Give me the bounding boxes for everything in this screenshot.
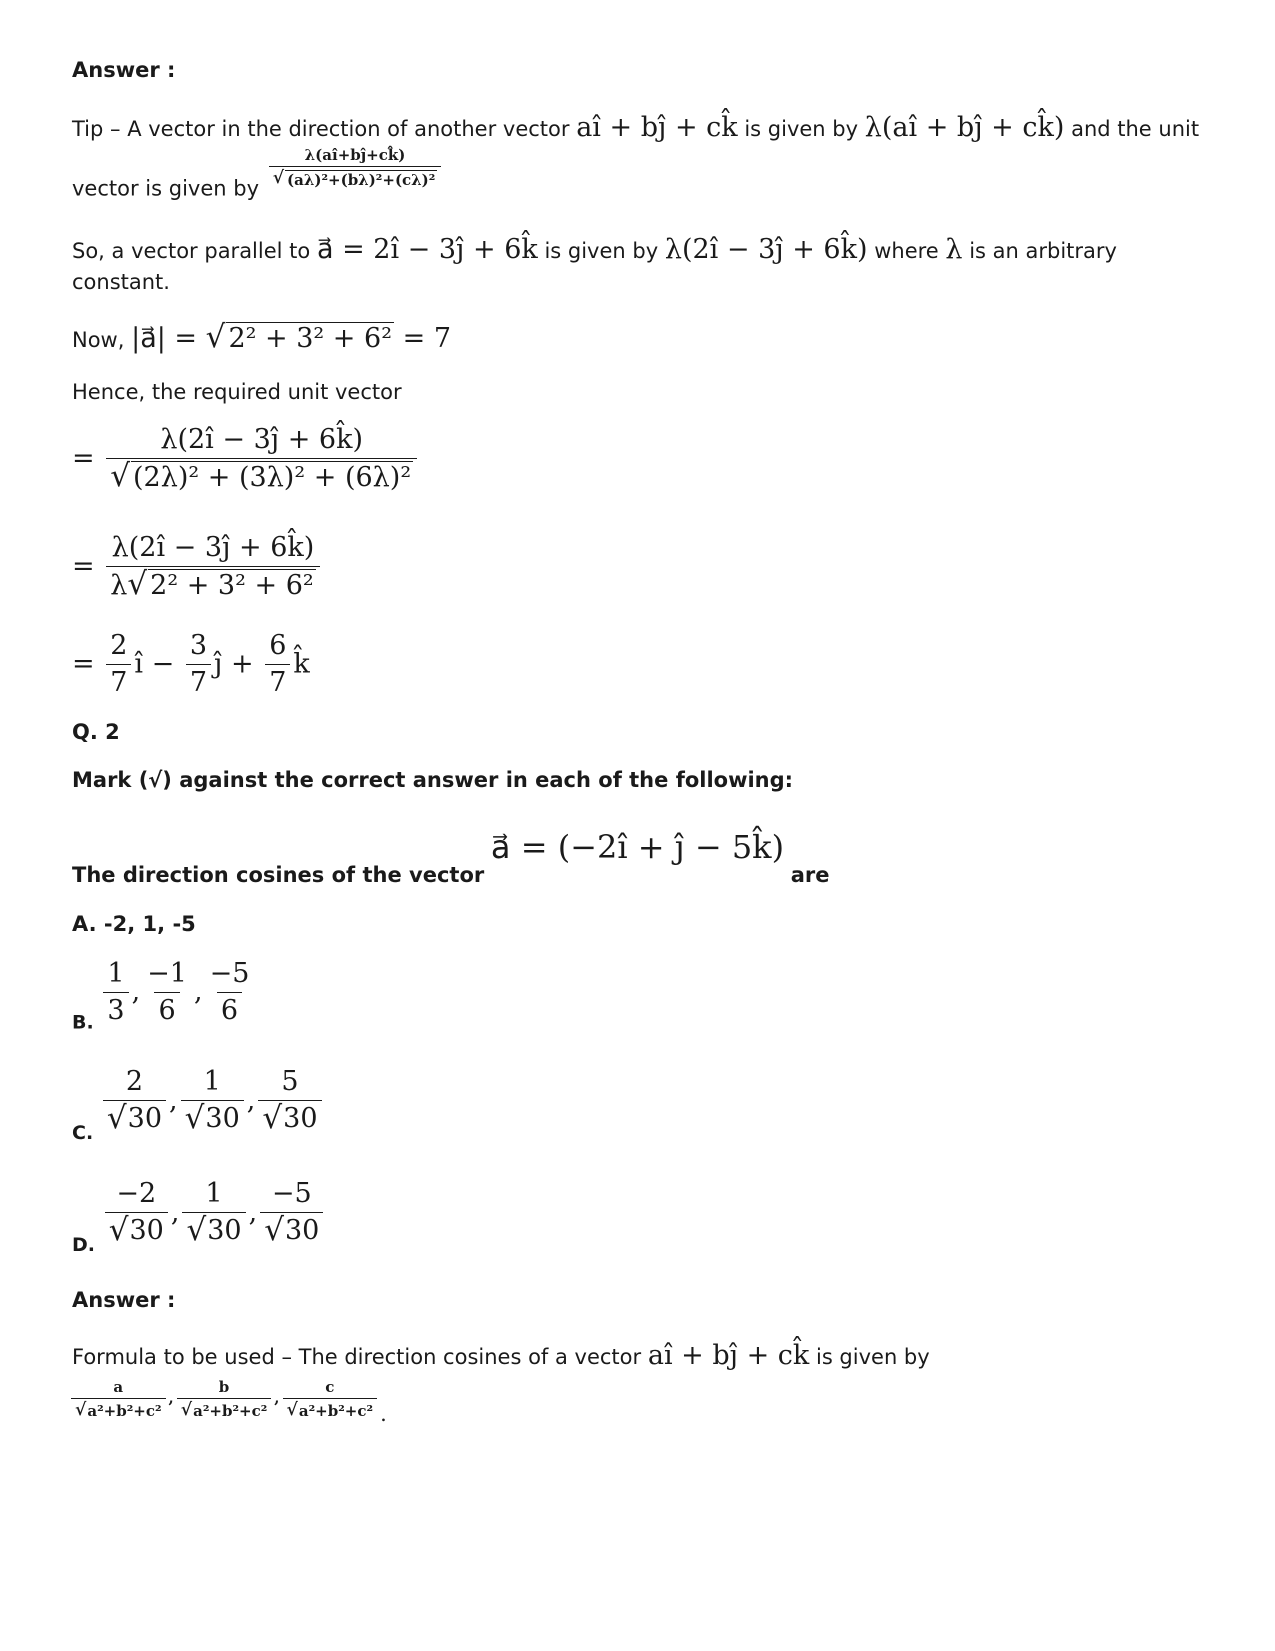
parallel-line-1 [72, 234, 1117, 266]
formula-line-1 [72, 1340, 930, 1372]
radical-icon: √ [75, 1400, 87, 1420]
tip-text-4: vector is given by [72, 176, 259, 201]
option-d-label: D. [72, 1233, 95, 1256]
magnitude-line [72, 319, 451, 355]
denominator [260, 1212, 323, 1248]
fraction-numerator: λ(aî+bĵ+ck̂) [304, 146, 406, 164]
numerator: 1 [203, 1066, 221, 1097]
tip-text-1: Tip – A vector in the direction of another vector [72, 117, 570, 141]
question-label: Q. 2 [72, 720, 120, 744]
numerator: 6 [269, 630, 287, 661]
radical-icon: √ [272, 168, 285, 188]
parallel-text-3: where [874, 239, 939, 263]
radical-icon: √ [106, 1100, 127, 1137]
option-b-fraction-2 [143, 958, 191, 1028]
radicand: 30 [283, 1103, 318, 1135]
denominator [182, 1212, 245, 1248]
radicand: (aλ)²+(bλ)²+(cλ)² [287, 171, 436, 189]
option-b[interactable]: B. $\frac{1}{3}$ , $\frac{-1}{6}$ , $\frac{-5}{6}$ [72, 958, 256, 1034]
parallel-text-2: is given by [544, 239, 659, 263]
step-2-lambda: λ [110, 570, 128, 602]
direction-cosine-b [177, 1378, 272, 1420]
step-1-numerator: λ(2î − 3ĵ + 6k̂) [160, 424, 364, 455]
step-2 [72, 532, 323, 603]
radical-icon: √ [205, 319, 226, 355]
step-3 [72, 630, 310, 700]
option-c-fraction-2 [181, 1066, 244, 1137]
question-vector: a⃗ = (−2î + ĵ − 5k̂) [490, 828, 785, 866]
magnitude-result: = 7 [394, 323, 451, 354]
numerator: 3 [189, 630, 208, 661]
vector-expression: aî + bĵ + ck̂ [576, 112, 738, 143]
denominator [258, 1100, 321, 1136]
denominator [177, 1398, 272, 1420]
magnitude-lhs: |a⃗| = [131, 323, 206, 354]
denominator [283, 1398, 378, 1420]
vector-a-definition: a⃗ = 2î − 3ĵ + 6k̂ [316, 234, 538, 265]
unit-vector-fraction [269, 146, 442, 189]
lambda-symbol: λ [945, 234, 963, 265]
tip-line-2 [72, 146, 444, 202]
question-instruction: Mark (√) against the correct answer in each of the following: [72, 768, 794, 792]
numerator: c [325, 1378, 335, 1396]
radical-icon: √ [262, 1100, 283, 1137]
parallel-line-2: constant. [72, 270, 170, 294]
denominator: 6 [217, 992, 242, 1027]
numerator: −5 [209, 958, 250, 989]
equals-sign: = [72, 442, 95, 474]
step-3-fraction-k [265, 630, 290, 700]
scaled-vector-expression: λ(aî + bĵ + ck̂) [864, 112, 1065, 143]
formula-vector: aî + bĵ + ck̂ [647, 1340, 810, 1371]
radicand: a²+b²+c² [193, 1402, 268, 1420]
numerator: b [218, 1378, 230, 1396]
option-a[interactable]: A. -2, 1, -5 [72, 912, 196, 936]
parallel-text-4: is an arbitrary [969, 239, 1117, 263]
formula-period: . [380, 1402, 387, 1426]
step-2-fraction [106, 532, 320, 603]
option-c-label: C. [72, 1121, 94, 1144]
formula-text-1: Formula to be used – The direction cosines of a vector [72, 1345, 642, 1369]
denominator [71, 1398, 166, 1420]
step-2-numerator: λ(2î − 3ĵ + 6k̂) [111, 532, 315, 563]
numerator: 5 [281, 1066, 299, 1097]
numerator: −5 [271, 1178, 312, 1209]
tip-text-2: is given by [744, 117, 859, 141]
denominator [105, 1212, 168, 1248]
formula-text-2: is given by [815, 1345, 930, 1369]
step-3-term-k: k̂ [293, 648, 310, 680]
option-b-fraction-1 [103, 958, 128, 1028]
radicand: 30 [129, 1215, 164, 1247]
hence-text: Hence, the required unit vector [72, 380, 402, 404]
denominator: 3 [103, 992, 128, 1027]
radical-icon: √ [180, 1400, 193, 1420]
question-text-post: are [790, 863, 830, 887]
numerator: 2 [125, 1066, 144, 1097]
denominator [181, 1100, 244, 1136]
radical-icon: √ [184, 1100, 205, 1137]
radicand: 30 [127, 1103, 163, 1135]
question-text [72, 828, 830, 888]
step-2-radicand: 2² + 3² + 6² [150, 570, 314, 602]
option-d-fraction-2 [182, 1178, 245, 1249]
radical-icon: √ [110, 458, 131, 495]
question-text-pre: The direction cosines of the vector [72, 863, 485, 887]
tip-text-3: and the unit [1071, 117, 1200, 141]
option-c-fraction-1 [103, 1066, 166, 1137]
answer-heading-2: Answer : [72, 1288, 176, 1312]
option-c[interactable]: C. 2 √ 30 , 1 √ 30 , 5 √ 30 [72, 1066, 325, 1145]
formula-line-2: a √ a²+b²+c² , b √ a²+b²+c² , c √ a²+b²+c² . [68, 1378, 387, 1427]
numerator: 2 [110, 630, 128, 661]
radicand: 30 [207, 1215, 242, 1247]
denominator: 7 [265, 664, 290, 699]
step-1-radicand: (2λ)² + (3λ)² + (6λ)² [133, 462, 412, 494]
tip-line-1 [72, 112, 1199, 144]
option-d-fraction-3 [260, 1178, 323, 1249]
step-3-term-j: ĵ + [214, 648, 254, 680]
parallel-vector-expression: λ(2î − 3ĵ + 6k̂) [664, 234, 868, 265]
numerator: −1 [147, 958, 187, 989]
denominator: 7 [186, 664, 211, 699]
denominator: 6 [154, 992, 179, 1027]
equals-sign: = [72, 550, 95, 582]
fraction-denominator [269, 166, 442, 189]
radical-icon: √ [286, 1400, 298, 1420]
denominator: 7 [106, 664, 131, 699]
option-c-fraction-3 [258, 1066, 321, 1137]
option-b-fraction-3 [206, 958, 254, 1028]
direction-cosine-a [71, 1378, 166, 1420]
numerator: 1 [205, 1178, 223, 1209]
step-3-fraction-i [106, 630, 131, 700]
numerator: a [113, 1378, 124, 1396]
step-2-denominator [106, 566, 320, 602]
step-1-fraction [106, 424, 417, 495]
magnitude-text: Now, [72, 328, 125, 352]
step-3-term-i: î − [134, 648, 175, 680]
numerator: −2 [116, 1178, 157, 1209]
radicand: a²+b²+c² [298, 1402, 374, 1420]
radicand: 30 [284, 1215, 320, 1247]
radicand: a²+b²+c² [87, 1402, 162, 1420]
magnitude-radicand: 2² + 3² + 6² [228, 323, 393, 354]
radical-icon: √ [127, 566, 148, 603]
radical-icon: √ [186, 1212, 207, 1249]
step-1-denominator [106, 458, 417, 494]
denominator [103, 1100, 166, 1136]
parallel-text-1: So, a vector parallel to [72, 239, 311, 263]
radicand: 30 [205, 1103, 240, 1135]
answer-heading: Answer : [72, 58, 176, 82]
direction-cosine-c [283, 1378, 378, 1420]
radical-icon: √ [264, 1212, 284, 1249]
radical-icon: √ [108, 1212, 129, 1249]
option-d[interactable]: D. −2 √ 30 , 1 √ 30 , −5 √ 30 [72, 1178, 326, 1257]
step-3-fraction-j [186, 630, 211, 700]
option-d-fraction-1 [105, 1178, 168, 1249]
equals-sign: = [72, 648, 95, 680]
option-b-label: B. [72, 1011, 94, 1034]
numerator: 1 [107, 958, 125, 989]
step-1 [72, 424, 420, 495]
